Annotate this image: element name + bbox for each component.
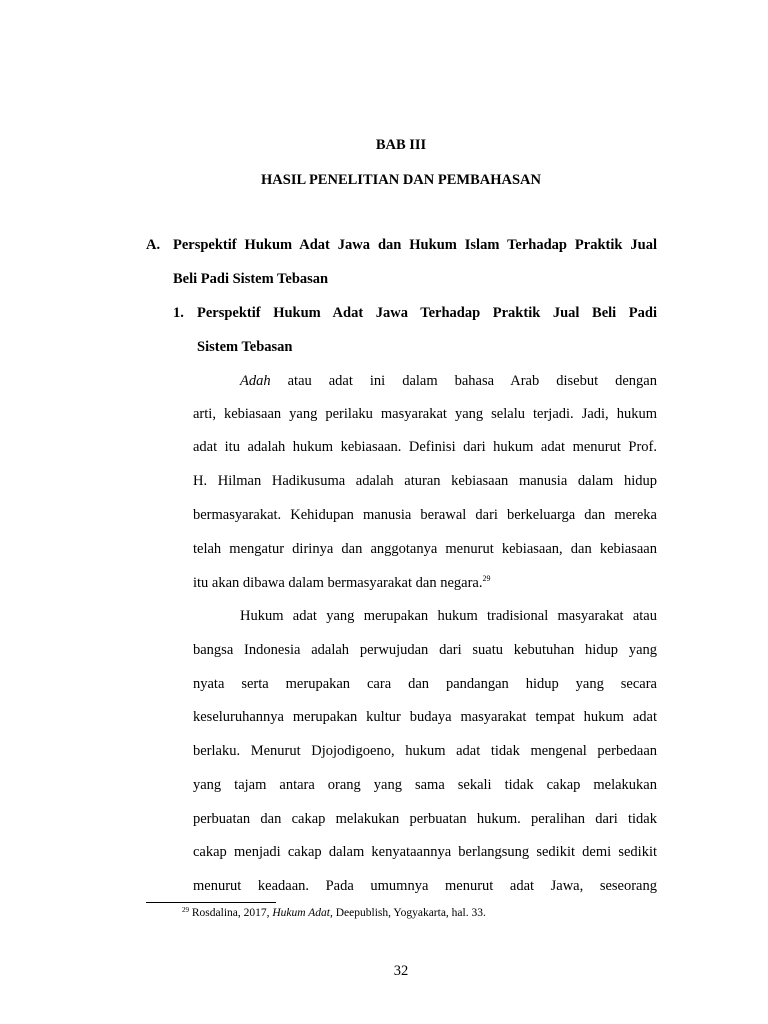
- subsection-1-marker: 1.: [173, 305, 184, 321]
- chapter-label: BAB III: [375, 137, 427, 153]
- footnote-book-title: Hukum Adat: [272, 907, 330, 919]
- paragraph1-line6: telah mengatur dirinya dan anggotanya menurut kebiasaan, dan kebiasaan: [193, 541, 657, 557]
- section-a-title-line2: Beli Padi Sistem Tebasan: [173, 271, 329, 287]
- footnote-number: 29: [182, 906, 189, 914]
- paragraph1-line3: adat itu adalah hukum kebiasaan. Definisi dari hukum adat menurut Prof.: [193, 439, 657, 455]
- section-a-title-line1: Perspektif Hukum Adat Jawa dan Hukum Islam Terhadap Praktik Jual: [173, 237, 657, 253]
- paragraph2-line1: Hukum adat yang merupakan hukum tradisional masyarakat atau: [240, 608, 657, 624]
- footnote-text-end: , Deepublish, Yogyakarta, hal. 33.: [329, 907, 486, 919]
- paragraph2-line3: nyata serta merupakan cara dan pandangan hidup yang secara: [193, 676, 657, 692]
- paragraph2-line5: berlaku. Menurut Djojodigoeno, hukum adat tidak mengenal perbedaan: [193, 743, 657, 759]
- paragraph1-line1: [240, 373, 657, 390]
- paragraph1-line7-text: itu akan dibawa dalam bermasyarakat dan negara.: [193, 575, 483, 591]
- footnote-separator: [146, 902, 276, 903]
- paragraph2-line9: menurut keadaan. Pada umumnya menurut adat Jawa, seseorang: [193, 878, 657, 894]
- footnote-text-start: Rosdalina, 2017,: [189, 907, 273, 919]
- italic-term: Adah: [240, 373, 271, 389]
- paragraph2-line2: bangsa Indonesia adalah perwujudan dari suatu kebutuhan hidup yang: [193, 642, 657, 658]
- paragraph1-line4: H. Hilman Hadikusuma adalah aturan kebiasaan manusia dalam hidup: [193, 473, 657, 489]
- paragraph2-line7: perbuatan dan cakap melakukan perbuatan hukum. peralihan dari tidak: [193, 811, 657, 827]
- paragraph2-line8: cakap menjadi cakap dalam kenyataannya berlangsung sedikit demi sedikit: [193, 844, 657, 860]
- paragraph1-line2: arti, kebiasaan yang perilaku masyarakat yang selalu terjadi. Jadi, hukum: [193, 406, 657, 422]
- footnote: [182, 906, 486, 919]
- footnote-reference[interactable]: 29: [482, 574, 491, 583]
- section-a-marker: A.: [146, 237, 161, 253]
- paragraph2-line6: yang tajam antara orang yang sama sekali tidak cakap melakukan: [193, 777, 657, 793]
- paragraph1-line7: [193, 574, 657, 592]
- chapter-title: HASIL PENELITIAN DAN PEMBAHASAN: [261, 172, 541, 188]
- paragraph1-line1-text: atau adat ini dalam bahasa Arab disebut dengan: [270, 373, 657, 389]
- subsection-1-title-line1: Perspektif Hukum Adat Jawa Terhadap Praktik Jual Beli Padi: [197, 305, 657, 321]
- paragraph2-line4: keseluruhannya merupakan kultur budaya masyarakat tempat hukum adat: [193, 709, 657, 725]
- subsection-1-title-line2: Sistem Tebasan: [197, 339, 293, 355]
- page-number: 32: [393, 963, 409, 979]
- paragraph1-line5: bermasyarakat. Kehidupan manusia berawal dari berkeluarga dan mereka: [193, 507, 657, 523]
